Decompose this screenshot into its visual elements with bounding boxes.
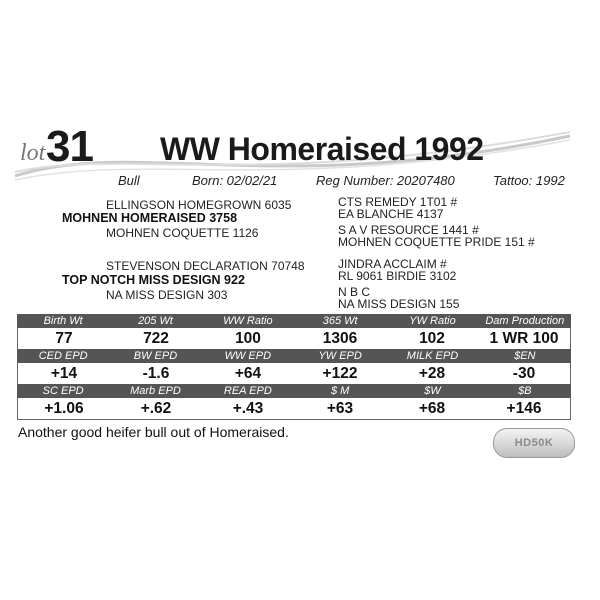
- header-cell: MILK EPD: [406, 350, 459, 362]
- grid-bottom-rule: [17, 419, 571, 420]
- hd50k-badge: [493, 428, 575, 458]
- header-cell: Marb EPD: [130, 385, 181, 397]
- reg-number: Reg Number: 20207480: [316, 173, 455, 188]
- value-cell: +28: [418, 365, 446, 382]
- pedigree-right-line: JINDRA ACCLAIM #: [338, 257, 447, 271]
- value-cell: 722: [143, 330, 169, 347]
- value-cell: 1306: [322, 330, 358, 347]
- sire-dam: MOHNEN COQUETTE 1126: [106, 226, 259, 240]
- value-cell: 77: [55, 330, 73, 347]
- value-cell: 100: [235, 330, 261, 347]
- value-cell: +.43: [232, 400, 264, 417]
- birth-date: Born: 02/02/21: [192, 173, 278, 188]
- value-cell: +14: [50, 365, 78, 382]
- dam: TOP NOTCH MISS DESIGN 922: [62, 273, 245, 287]
- header-cell: $ M: [330, 385, 350, 397]
- header-cell: $EN: [514, 350, 536, 362]
- pedigree-right-line: N B C: [338, 285, 371, 299]
- epd-header-row: [17, 349, 571, 363]
- dam-dam: NA MISS DESIGN 303: [106, 288, 228, 302]
- value-cell: -30: [512, 365, 536, 382]
- header-cell: SC EPD: [42, 385, 84, 397]
- value-cell: +.62: [140, 400, 172, 417]
- header-cell: 365 Wt: [322, 315, 358, 327]
- value-cell: +63: [326, 400, 354, 417]
- lot-remark: Another good heifer bull out of Homeraised.: [18, 424, 289, 440]
- sire-sire: ELLINGSON HOMEGROWN 6035: [106, 198, 292, 212]
- value-cell: -1.6: [142, 365, 170, 382]
- header-cell: Dam Production: [485, 315, 565, 327]
- value-cell: 1 WR 100: [489, 330, 559, 347]
- epd-value-row-2: [17, 398, 571, 419]
- header-cell: WW EPD: [224, 350, 272, 362]
- epd-header-row-2: [17, 384, 571, 398]
- header-cell: WW Ratio: [223, 315, 273, 327]
- header-cell: BW EPD: [133, 350, 178, 362]
- lot-number: 31: [46, 122, 93, 171]
- header-cell: 205 Wt: [138, 315, 173, 327]
- pedigree-right-line: MOHNEN COQUETTE PRIDE 151 #: [338, 235, 535, 249]
- dam-sire: STEVENSON DECLARATION 70748: [106, 259, 305, 273]
- value-cell: +68: [418, 400, 446, 417]
- value-cell: +146: [506, 400, 542, 417]
- sire: MOHNEN HOMERAISED 3758: [62, 211, 238, 225]
- tattoo: Tattoo: 1992: [493, 173, 565, 188]
- value-cell: +1.06: [44, 400, 84, 417]
- performance-value-row: [17, 328, 571, 349]
- lot-label: lot: [20, 140, 46, 166]
- value-cell: +122: [322, 365, 358, 382]
- badge-label: HD50K: [514, 437, 554, 449]
- value-cell: 102: [419, 330, 445, 347]
- header-cell: Birth Wt: [43, 315, 83, 327]
- header-cell: REA EPD: [223, 385, 272, 397]
- performance-header-row: [17, 314, 571, 328]
- pedigree-right-line: S A V RESOURCE 1441 #: [338, 223, 479, 237]
- header-cell: YW EPD: [318, 350, 362, 362]
- pedigree-right-line: EA BLANCHE 4137: [338, 207, 444, 221]
- header-cell: CED EPD: [38, 350, 88, 362]
- pedigree-right-line: NA MISS DESIGN 155: [338, 297, 460, 311]
- header-cell: $W: [424, 385, 441, 397]
- animal-type: Bull: [118, 173, 140, 188]
- value-cell: +64: [234, 365, 262, 382]
- pedigree-right-line: CTS REMEDY 1T01 #: [338, 195, 458, 209]
- pedigree-right-line: RL 9061 BIRDIE 3102: [338, 269, 457, 283]
- epd-value-row: [17, 363, 571, 384]
- animal-name: WW Homeraised 1992: [160, 131, 484, 167]
- header-cell: YW Ratio: [409, 315, 456, 327]
- header-cell: $B: [518, 385, 532, 397]
- data-grid: [17, 314, 571, 420]
